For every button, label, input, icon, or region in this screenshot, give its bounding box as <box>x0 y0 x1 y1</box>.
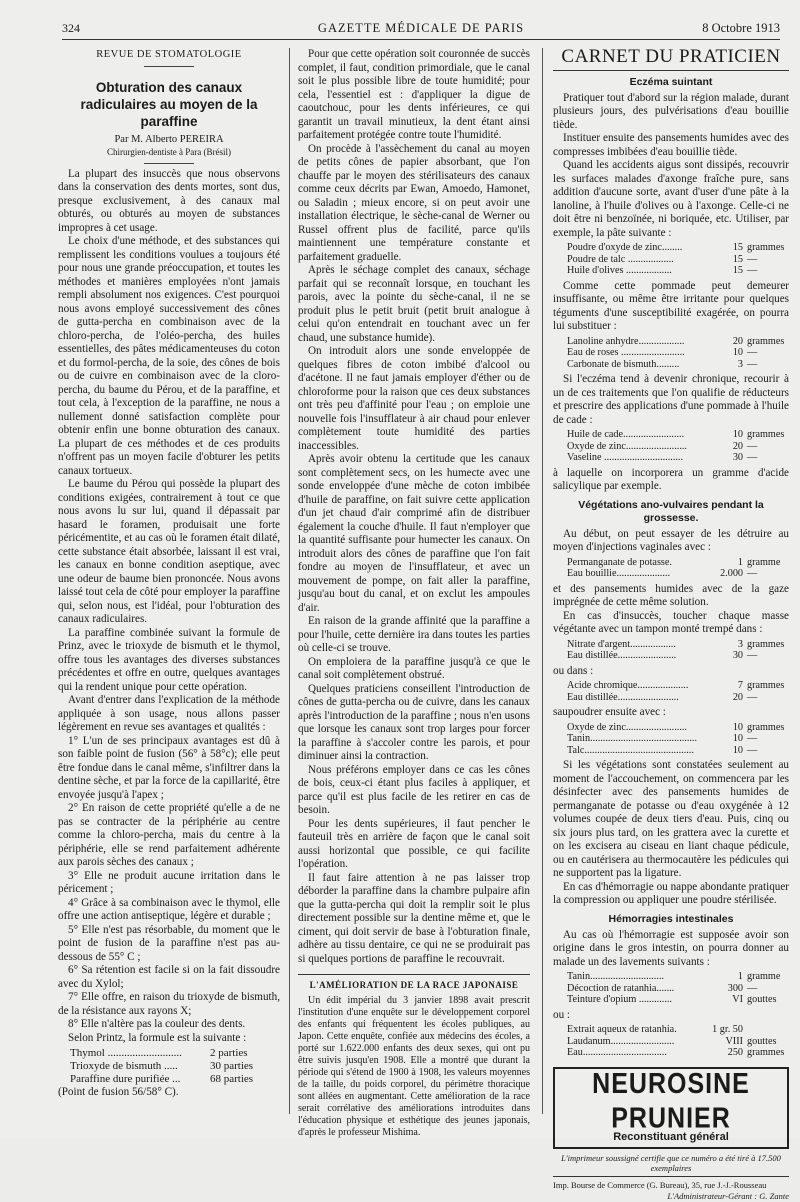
prescription-row: Carbonate de bismuth......... 3 — <box>567 358 758 370</box>
column-rule <box>289 48 290 1114</box>
prescription-row: Permanganate de potasse. 1 gramme <box>567 556 781 568</box>
paragraph: La paraffine combinée suivant la formule de Prinz, avec le trioxyde de bismuth et le thymol, offre tous les avantages des diverses substances précédentes et offre en outre, quelques avantages qui la rendent unique pour cette opération. <box>58 626 280 693</box>
column-rule <box>542 48 543 1114</box>
prescription-row: Huile de cade........................ 10 grammes <box>567 429 785 440</box>
prescription <box>567 971 789 1006</box>
list-item: 7° Elle offre, en raison du trioxyde de bismuth, de la résistance aux rayons X; <box>58 991 280 1017</box>
paragraph: Pratiquer tout d'abord sur la région malade, durant plusieurs jours, des pulvérisations d'eau bouillie tiède. <box>553 91 789 131</box>
subsection-heading: Hémorragies intestinales <box>608 912 734 925</box>
paragraph: Nous préférons employer dans ce cas les cônes de bois, ceux-ci étant plus faciles à appliquer, et parce qu'il est plus facile de les retirer en cas de besoin. <box>298 763 530 816</box>
paragraph: On emploiera de la paraffine jusqu'à ce que le canal soit complètement obstrué. <box>298 655 530 681</box>
prescription-row: Oxyde de zinc........................ 10 grammes <box>567 721 785 733</box>
journal-title: GAZETTE MÉDICALE DE PARIS <box>317 21 525 35</box>
prescription-row: Lanoline anhydre.................. 20 grammes <box>567 335 785 347</box>
paragraph: Pour les dents supérieures, il faut pencher le fauteuil très en arrière de façon que le canal soit aussi horizontal que possible, ce qui facilite l'opération. <box>298 817 530 870</box>
paragraph: Quelques praticiens conseillent l'introduction de cônes de gutta-percha ou de cuivre, dans les canaux après l'introduction de la paraffine ; nous n'en usons que lorsque les canaux sont trop larges pour forcer la paraffine à s'accoler contre les parois, et pour diminuer ainsi la contraction. <box>298 682 530 762</box>
prescription-row: Poudre d'oxyde de zinc........ 15 grammes <box>567 242 785 253</box>
prescription-row: Laudanum......................... VIII gouttes <box>567 1035 777 1047</box>
gerant-signature: L'Administrateur-Gérant : G. Zante <box>667 1191 789 1201</box>
prescription-row: Extrait aqueux de ratanhia. 1 gr. 50 <box>567 1024 743 1035</box>
paragraph: Avant d'entrer dans l'explication de la méthode appliquée à son usage, nous allons passer légèrement en revue ses avantages et qualités : <box>58 694 280 733</box>
prescription-row: Vaseline ............................... 30 — <box>567 452 758 463</box>
paragraph: La plupart des insuccès que nous observons dans la conservation des dents mortes, sont dus, presque exclusivement, à des canaux mal obturés, ou obturés au moyen de substances impropres à cet usage. <box>58 167 280 234</box>
prescription-row: Talc........................................... 10 — <box>567 744 758 756</box>
list-item: 3° Elle ne produit aucune irritation dans le péricement ; <box>58 869 280 895</box>
paragraph: Le baume du Pérou qui possède la plupart des conditions exigées, contrairement à tout ce que nous avons lu sur lui, quand il dépassait par hasard le foramen, produisait une forte péricémentite, et au cas où le foramen était dilaté, cette substance était absorbée, laissant il est vrai, les canaux en bonne condition aseptique, avec une odeur de baume bien prononcée. Nous avons laissé tout cela de côté pour employer la paraffine qui, selon nous, est l'idéal, pour l'obturation des canaux radiculaires. <box>58 478 280 625</box>
issue-date: 8 Octobre 1913 <box>702 21 780 35</box>
article-column-2 <box>298 48 530 1139</box>
paragraph: En raison de la grande affinité que la paraffine a pour l'huile, cette dernière ira dans toutes les parties où celle-ci se trouve. <box>298 615 530 654</box>
prescription-row: Eau distillée........................ 20 — <box>567 691 758 703</box>
prescription-row: Tanin............................. 1 gramme <box>567 971 781 982</box>
prescription <box>567 680 789 703</box>
paragraph: Pour que cette opération soit couronnée de succès complet, il faut, condition primordiale, que le canal soit le plus possible libre de toute humidité; pour cela, l'essentiel est : d'appliquer la digue de caoutchouc, pour les dents inférieures, ce qui garantit un travail minutieux, la dent étant ainsi parfaitement protégée contre toute l'humidité. <box>298 48 530 141</box>
paragraph: Selon Printz, la formule est la suivante : <box>68 1031 247 1044</box>
paragraph: Si l'eczéma tend à devenir chronique, recourir à un de ces traitements que l'on qualifie de réducteurs et prescrire des applications d'une pommade à l'huile de cade : <box>553 373 789 426</box>
prescription-row: Nitrate d'argent.................. 3 grammes <box>567 638 785 650</box>
prescription-row: Eau de roses ......................... 10 — <box>567 347 758 358</box>
paragraph: Quand les accidents aigus sont dissipés, recouvrir les surfaces malades d'axonge fraîche pure, sans addition d'aucune sorte, avant d'user d'une pâte à la lanoline, à l'huile d'olives ou à l'axonge. Celle-ci ne doit être ni benzoïnée, ni boriquée, etc. Utiliser, par exemple, la pâte suivante : <box>553 159 789 239</box>
news-item <box>298 979 530 1139</box>
prescription <box>567 722 789 757</box>
printer-imprint: Imp. Bourse de Commerce (G. Bureau), 35, rue J.-J.-Rousseau <box>553 1180 767 1190</box>
prescription <box>567 639 789 662</box>
paragraph: ou : <box>553 1008 571 1021</box>
article-title: Obturation des canaux radiculaires au moyen de la paraffine <box>80 79 258 129</box>
divider <box>144 66 194 67</box>
paragraph: à laquelle on incorporera un gramme d'acide salicylique par exemple. <box>553 466 789 492</box>
ad-brand: NEUROSINE PRUNIER <box>592 1067 750 1134</box>
prescription-row: Eau bouillie..................... 2.000 — <box>567 568 758 579</box>
formula-note: (Point de fusion 56/58° C). <box>58 1086 179 1098</box>
print-run-note: L'imprimeur soussigné certifie que ce numéro a été tiré à 17.500 exemplaires <box>561 1153 781 1173</box>
divider <box>144 163 194 164</box>
news-heading: L'AMÉLIORATION DE LA RACE JAPONAISE <box>309 980 519 990</box>
divider <box>298 974 530 975</box>
prescription-row: Oxyde de zinc........................ 20 — <box>567 440 758 452</box>
list-item: 6° Sa rétention est facile si on la fait dissoudre avec du Xylol; <box>58 964 280 990</box>
prescription <box>567 242 789 277</box>
paragraph: ou dans : <box>553 664 594 677</box>
carnet-column <box>553 48 789 1202</box>
formula-row: Paraffine dure purifiée ... 68 parties <box>70 1073 254 1085</box>
paragraph: saupoudrer ensuite avec : <box>553 706 666 718</box>
prescription <box>567 336 789 371</box>
prescription-row: Teinture d'opium ............. VI gouttes <box>567 994 777 1005</box>
paragraph: Le choix d'une méthode, et des substances qui remplissent les conditions voulues a toujours été pour nous une grande préoccupation, et toutes les méthodes et manières employées n'ont jamais rempli absolument nos exigences. C'est pourquoi nous avons employé successivement des cônes de gutta-percha en combinaison avec de la chloro-percha, de l'oléo-percha, des huiles essentielles, des pâtes médicamenteuses du coton et du formol-percha, de la soie, des cônes de bois ou de cuivre en combinaison avec de la cloro-percha, du baume du Pérou, et de la paraffine, et tout cela, à l'exception de la paraffine, ne nous a nullement donné satisfaction complète pour obtenir enfin une bonne obturation des canaux. La plupart de ces méthodes et de ces produits n'offrent pas un moyen facile d'obturer les petits canaux tortueux. <box>58 235 280 477</box>
paragraph: En cas d'insuccès, toucher chaque masse végétante avec un tampon monté trempé dans : <box>553 609 789 635</box>
paragraph: Si les végétations sont constatées seulement au moment de l'accouchement, on commencera par les désinfecter avec des pansements humides de permanganate de potasse ou d'eau oxygénée à 12 volumes coupée de deux tiers d'eau. Puis, cinq ou six jours plus tard, on les grattera avec la curette et on les excisera au ciseau en liant chaque pédicule, ou en cautérisera au thermocautère les pédicules qui ne supportent pas la ligature. <box>553 759 789 879</box>
prescription-row: Poudre de talc .................. 15 — <box>567 253 758 265</box>
page-header <box>62 21 780 40</box>
paragraph: Après avoir obtenu la certitude que les canaux sont complètement secs, on les humecte avec une sonde enveloppée d'une mèche de coton imbibée d'huile de paraffine, on fait suivre cette application d'un jet chaud d'air comprimé afin de distribuer également la couche d'huile. Il faut n'employer que la quantité suffisante pour humecter les canaux. On introduit alors des cônes de paraffine que l'on fait fondre au moyen de l'insufflateur, et avec un mouvement de pompe, on fait aller la paraffine, jusqu'au bout du canal, et on exclut les ampoules d'air. <box>298 453 530 614</box>
subsection-heading: Eczéma suintant <box>629 75 713 88</box>
prescription-row: Eau................................. 250 grammes <box>567 1047 785 1058</box>
prescription-row: Tanin.......................................... 10 — <box>567 733 758 744</box>
ad-tagline: Reconstituant général <box>613 1130 729 1143</box>
paragraph: Il faut faire attention à ne pas laisser trop déborder la paraffine dans la chambre pulpaire afin que la gutta-percha qui doit la remplir soit le plus directement possible sur la dentine même et, que le ciment, qui doit servir de base à l'obturation finale, adhère au tissu dentaire, ce qui ne se produirait pas si quelques portions de paraffine le recouvrait. <box>298 871 530 965</box>
formula-row: Thymol ........................... 2 parties <box>70 1047 248 1059</box>
paragraph: Instituer ensuite des pansements humides avec des compresses imbibées d'eau bouillie tiède. <box>553 132 789 158</box>
author-affiliation: Chirurgien-dentiste à Para (Brésil) <box>106 146 232 157</box>
formula-row: Trioxyde de bismuth ..... 30 parties <box>70 1060 254 1072</box>
paragraph: Comme cette pommade peut demeurer insuffisante, ou même être irritante pour quelques téguments d'une susceptibilité exagérée, on pourra lui substituer : <box>553 279 789 332</box>
paragraph: On introduit alors une sonde enveloppée de quelques fibres de coton imbibé d'alcool ou d'acétone. Il ne faut jamais employer d'éther ou de chloroforme pour la raison que ces deux substances ont très peu d'affinité pour l'eau ; on emploie une nouvelle fois l'insufflateur à air chaud pour enlever complètement toute humidité des parties inaccessibles. <box>298 345 530 452</box>
formula-table <box>70 1047 280 1086</box>
paragraph: et des pansements humides avec de la gaze imprégnée de cette même solution. <box>553 582 789 608</box>
paragraph: Au cas où l'hémorragie est supposée avoir son origine dans le gros intestin, on pourra donner au malade un des lavements suivants : <box>553 928 789 968</box>
prescription <box>567 557 789 580</box>
paragraph: Au début, on peut essayer de les détruire au moyen d'injections vaginales avec : <box>553 527 789 553</box>
divider <box>553 1176 789 1177</box>
advertisement <box>553 1067 789 1150</box>
prescription-row: Huile d'olives .................. 15 — <box>567 265 758 276</box>
subsection-heading: Végétations ano-vulvaires pendant la grossesse. <box>578 498 764 524</box>
list-item: 8° Elle n'altère pas la couleur des dents. <box>68 1018 246 1030</box>
page-number: 324 <box>62 21 80 35</box>
prescription-row: Eau distillée....................... 30 — <box>567 650 758 661</box>
prescription-row: Acide chromique.................... 7 grammes <box>567 680 785 691</box>
article-column-1 <box>58 48 280 1100</box>
carnet-title: CARNET DU PRATICIEN <box>553 48 789 71</box>
paragraph: Après le séchage complet des canaux, séchage parfait qui se reconnaît lorsque, en touchant les parois, avec la pointe du sèche-canal, il ne se produit plus le petit bruit (petit bruit analogue à celui qu'on entendrait en touchant avec un fer chaud, une substance humide). <box>298 264 530 344</box>
list-item: 1° L'un de ses principaux avantages est dû à son faible point de fusion (56° à 58°c); elle peut être fondue dans le canal même, s'infiltrer dans la dentine sèche, et par la force de la capillarité, être envoyée jusqu'à l'apex ; <box>58 734 280 801</box>
list-item: 4° Grâce à sa combinaison avec le thymol, elle offre une action antiseptique, légère et durable ; <box>58 896 280 922</box>
prescription-row: Décoction de ratanhia....... 300 — <box>567 982 758 994</box>
paragraph: En cas d'hémorragie ou nappe abondante pratiquer la compression ou appliquer une poudre stérilisée. <box>553 880 789 906</box>
prescription <box>567 1024 789 1059</box>
article-author: Par M. Alberto PEREIRA <box>114 133 224 145</box>
news-text: Un édit impérial du 3 janvier 1898 avait prescrit l'institution d'une enquête sur le développement corporel des enfants qui fréquentent les écoles publiques, au Japon. Cette enquête, confiée aux médecins des écoles, a porté sur 1.622.000 enfants des deux sexes, qui ont pu être suivis jusqu'en 1908. Elle a montré que durant la période qui s'étend de 1900 à 1908, les valeurs moyennes de la taille, du poids corporel, du périmètre thoracique sont allées en augmentant. Cette amélioration de la race serait corrélative des améliorations introduites dans l'éducation physique et esthétique des jeunes japonais, d'après le professeur Mishima. <box>298 995 530 1138</box>
list-item: 2° En raison de cette propriété qu'elle a de ne pas se contracter de la périphérie au centre comme la chloro-percha, mais du centre à la périphérie, elle se rend parfaitement adhérente aux parois sèches des canaux ; <box>58 802 280 868</box>
section-heading: REVUE DE STOMATOLOGIE <box>96 49 242 60</box>
list-item: 5° Elle n'est pas résorbable, du moment que le point de fusion de la paraffine n'est pas au-dessous de 55° C ; <box>58 923 280 963</box>
paragraph: On procède à l'assèchement du canal au moyen de petits cônes de papier absorbant, que l'on chauffe par le moyen des stérilisateurs des canaux comme ceux décrits par Ewan, Amoedo, Hamonet, ou Saladin ; mieux encore, si on peut avoir une installation électrique, le sèche-canal de Werner ou Russel offrent plus de facilité, parce qu'ils maintiennent une température constante et parfaitement graduelle. <box>298 142 530 263</box>
prescription <box>567 429 789 464</box>
